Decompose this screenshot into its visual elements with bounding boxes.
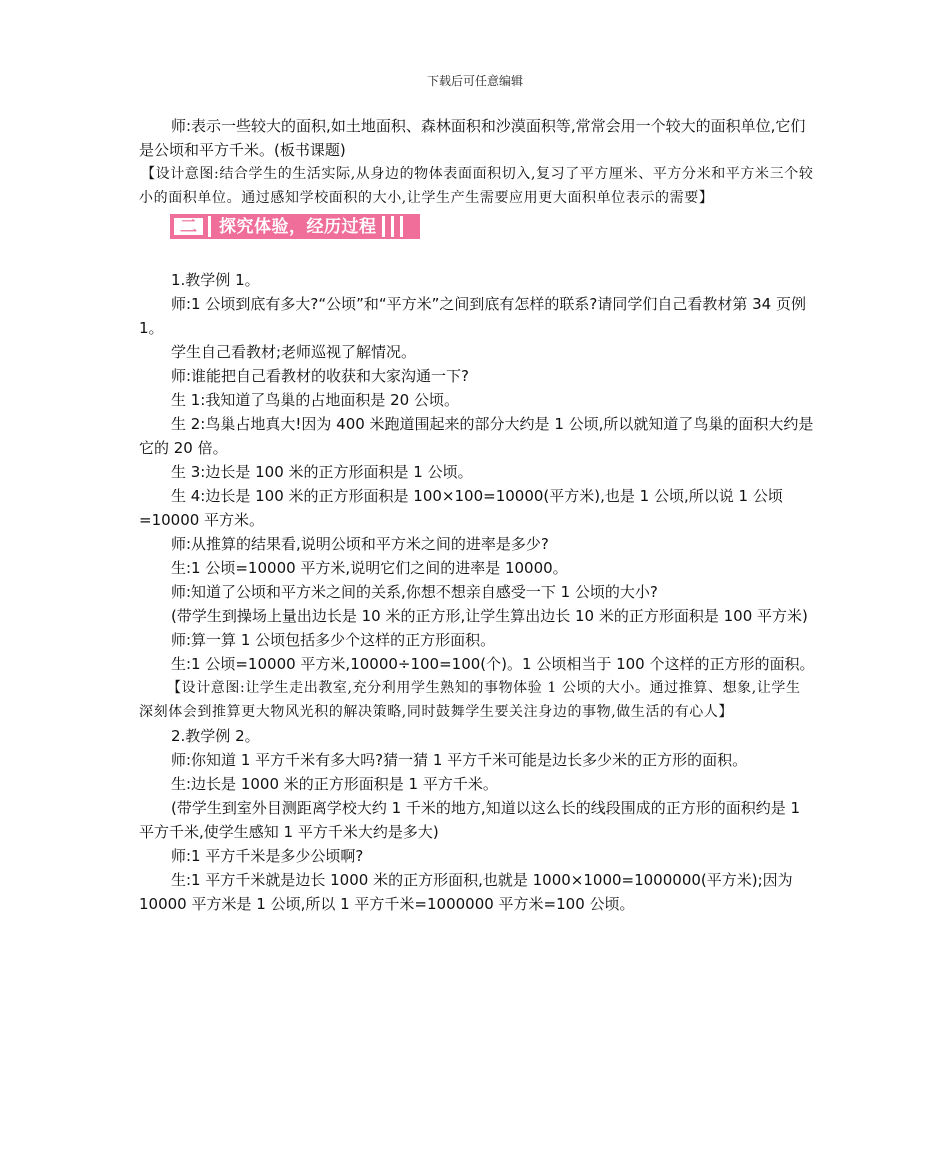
section-number: 二 [172,216,205,237]
paragraph: 师:谁能把自己看教材的收获和大家沟通一下? [171,367,470,385]
paragraph: 学生自己看教材;老师巡视了解情况。 [171,343,417,361]
paragraph: 师:算一算 1 公顷包括多少个这样的正方形面积。 [171,631,496,649]
paragraph: 生:1 公顷=10000 平方米,说明它们之间的进率是 10000。 [171,559,568,577]
paragraph: 生:1 公顷=10000 平方米,10000÷100=100(个)。1 公顷相当于 100 个这样的正方形的面积。 [171,655,815,673]
paragraph: 生 4:边长是 100 米的正方形面积是 100×100=10000(平方米),也是 1 公顷,所以说 1 公顷=10000 平方米。 [139,487,783,529]
paragraph: 师:1 平方千米是多少公顷啊? [171,847,364,865]
paragraph: 生 1:我知道了鸟巢的占地面积是 20 公顷。 [171,391,459,409]
section-title: 探究体验，经历过程 [219,216,377,237]
paragraph: 1.教学例 1。 [171,271,260,289]
paragraph: 师:知道了公顷和平方米之间的关系,你想不想亲自感受一下 1 公顷的大小? [171,583,658,601]
document-body [139,114,815,916]
paragraph: 师:你知道 1 平方千米有多大吗?猜一猜 1 平方千米可能是边长多少米的正方形的面积。 [171,751,748,769]
banner-stripe [382,216,385,237]
paragraph: 师:1 公顷到底有多大?“公顷”和“平方米”之间到底有怎样的联系?请同学们自己看教材第 34 页例 1。 [139,295,806,337]
banner-stripe [391,216,394,237]
paragraph: 师:从推算的结果看,说明公顷和平方米之间的进率是多少? [171,535,549,553]
paragraph: 2.教学例 2。 [171,727,260,745]
paragraph: 生 2:鸟巢占地真大!因为 400 米跑道围起来的部分大约是 1 公顷,所以就知道了鸟巢的面积大约是它的 20 倍。 [139,415,814,457]
design-intent-note: 【设计意图:结合学生的生活实际,从身边的物体表面面积切入,复习了平方厘米、平方分米和平方米三个较小的面积单位。通过感知学校面积的大小,让学生产生需要应用更大面积单位表示的需要】 [139,166,814,206]
paragraph: 生:1 平方千米就是边长 1000 米的正方形面积,也就是 1000×1000=1000000(平方米);因为 10000 平方米是 1 公顷,所以 1 平方千米=1000000 平方米=100 公顷。 [139,871,793,913]
design-intent-note: 【设计意图:让学生走出教室,充分利用学生熟知的事物体验 1 公顷的大小。通过推算、想象,让学生深刻体会到推算更大物风光积的解决策略,同时鼓舞学生要关注身边的事物,做生活的有心人】 [139,680,801,720]
banner-stripe [400,216,403,237]
paragraph: (带学生到操场上量出边长是 10 米的正方形,让学生算出边长 10 米的正方形面积是 100 平方米) [171,607,808,625]
page-header: 下载后可任意编辑 [426,74,523,88]
banner-divider [208,216,211,237]
section-banner [170,214,815,240]
paragraph: (带学生到室外目测距离学校大约 1 千米的地方,知道以这么长的线段围成的正方形的面积约是 1 平方千米,使学生感知 1 平方千米大约是多大) [139,799,801,841]
paragraph: 生:边长是 1000 米的正方形面积是 1 平方千米。 [171,775,498,793]
section-banner-bar [170,214,420,239]
paragraph: 师:表示一些较大的面积,如土地面积、森林面积和沙漠面积等,常常会用一个较大的面积单位,它们是公顷和平方千米。(板书课题) [139,117,806,159]
paragraph: 生 3:边长是 100 米的正方形面积是 1 公顷。 [171,463,473,481]
